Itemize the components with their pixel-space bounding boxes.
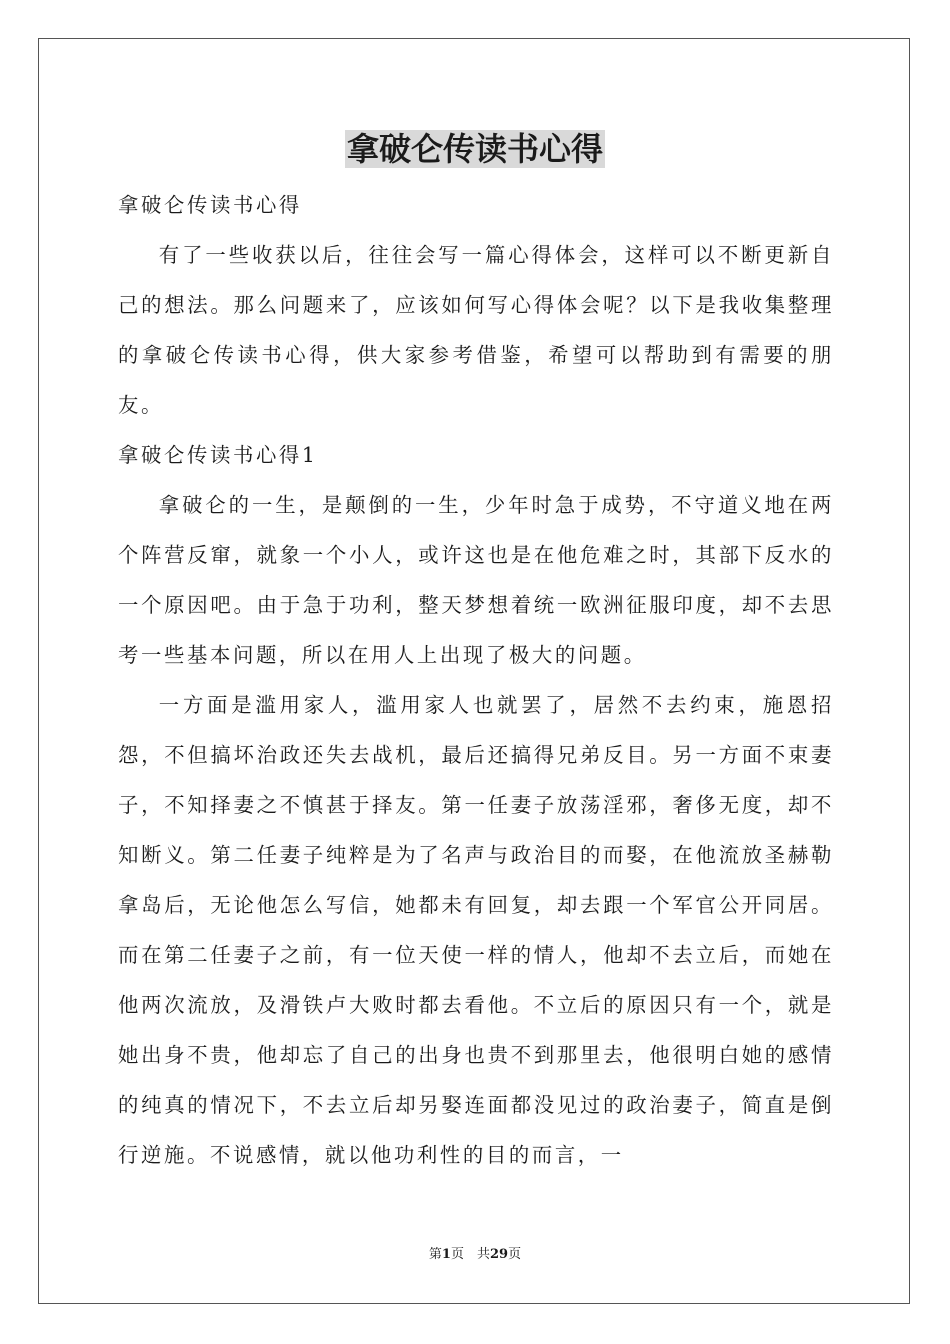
current-page-number: 1: [441, 1247, 451, 1262]
footer-suffix: 页: [508, 1247, 522, 1262]
footer-mid: 页 共: [450, 1247, 490, 1262]
footer-prefix: 第: [428, 1247, 442, 1262]
page-footer: [0, 1246, 950, 1264]
document-body: [118, 180, 834, 1180]
document-subtitle: 拿破仑传读书心得: [118, 193, 302, 217]
intro-paragraph: 有了一些收获以后，往往会写一篇心得体会，这样可以不断更新自己的想法。那么问题来了，应该如何写心得体会呢？以下是我收集整理的拿破仑传读书心得，供大家参考借鉴，希望可以帮助到有需要的朋友。: [118, 243, 834, 417]
total-page-count: 29: [489, 1247, 509, 1262]
document-title: [0, 128, 950, 170]
body-paragraph-2: 一方面是滥用家人，滥用家人也就罢了，居然不去约束，施恩招怨，不但搞坏治政还失去战机，最后还搞得兄弟反目。另一方面不束妻子，不知择妻之不慎甚于择友。第一任妻子放荡淫邪，奢侈无度，却不知断义。第二任妻子纯粹是为了名声与政治目的而娶，在他流放圣赫勒拿岛后，无论他怎么写信，她都未有回复，却去跟一个军官公开同居。而在第二任妻子之前，有一位天使一样的情人，他却不去立后，而她在他两次流放，及滑铁卢大败时都去看他。不立后的原因只有一个，就是她出身不贵，他却忘了自己的出身也贵不到那里去，他很明白她的感情的纯真的情况下，不去立后却另娶连面都没见过的政治妻子，简直是倒行逆施。不说感情，就以他功利性的目的而言，一: [118, 693, 834, 1167]
document-title-text: 拿破仑传读书心得: [346, 130, 603, 168]
body-paragraph-1: 拿破仑的一生，是颠倒的一生，少年时急于成势，不守道义地在两个阵营反窜，就象一个小人，或许这也是在他危难之时，其部下反水的一个原因吧。由于急于功利，整天梦想着统一欧洲征服印度，却不去思考一些基本问题，所以在用人上出现了极大的问题。: [118, 493, 834, 667]
section-heading: 拿破仑传读书心得1: [118, 443, 318, 467]
